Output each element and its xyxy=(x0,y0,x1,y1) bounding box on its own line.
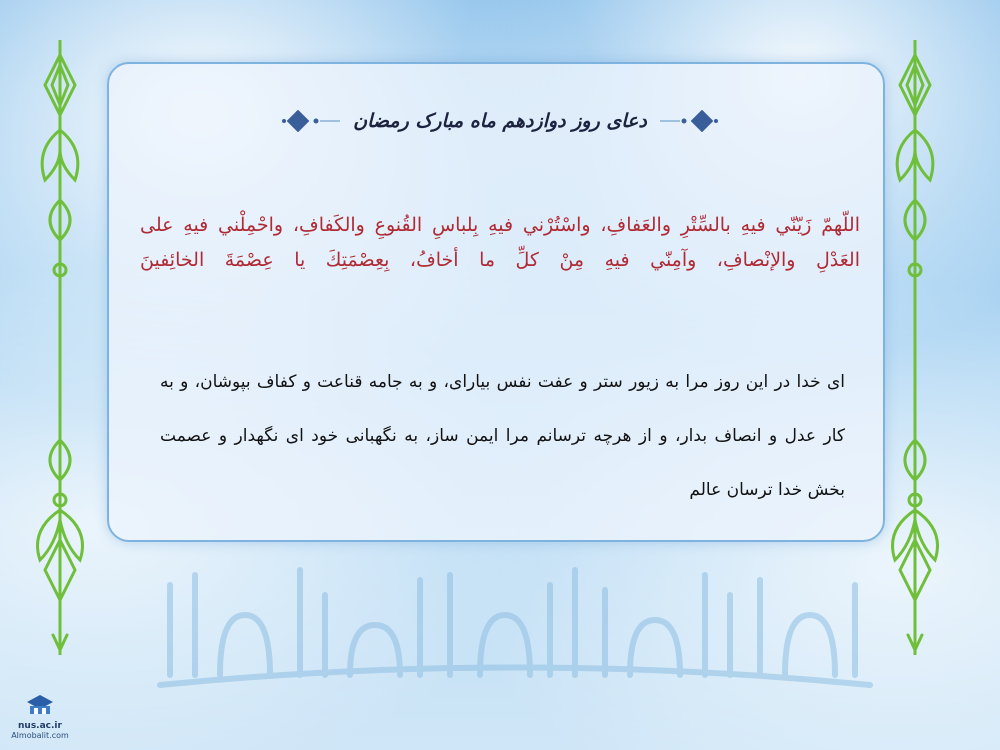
diamond-ornament-icon xyxy=(280,110,340,132)
diamond-ornament-icon xyxy=(660,110,720,132)
logo-name: nus.ac.ir xyxy=(18,721,62,731)
vine-ornament-icon xyxy=(880,40,950,655)
vine-ornament-icon xyxy=(25,40,95,655)
title-bar xyxy=(0,110,1000,132)
logo-icon xyxy=(25,694,55,716)
background-calligraphy xyxy=(150,555,880,705)
page-title: دعای روز دوازدهم ماه مبارک رمضان xyxy=(353,110,647,132)
logo xyxy=(4,694,76,748)
persian-translation-text: ای خدا در این روز مرا به زیور ستر و عفت نفس بیارای، و به جامه قناعت و کفاف بپوشان، و به کار عدل و انصاف بدار، و از هرچه ترسانم مرا ایمن ساز، به نگهبانی خود ای نگهدار و عصمت بخش خدا ترسان عالم xyxy=(160,372,845,500)
logo-url: Almobalit.com xyxy=(11,731,69,740)
arabic-prayer-text: اللّهمّ زَيّنّي فيهِ بالسِّتْرِ والعَفافِ، واسْتُرْني فيهِ بِلباسِ القُنوعِ والكَفافِ، واحْمِلْني فيهِ على العَدْلِ والإنْصافِ، وآمِنّي فيهِ مِنْ كلِّ ما أخافُ، بِعِصْمَتِكَ يا عِصْمَةَ الخائِفينَ xyxy=(140,214,860,271)
